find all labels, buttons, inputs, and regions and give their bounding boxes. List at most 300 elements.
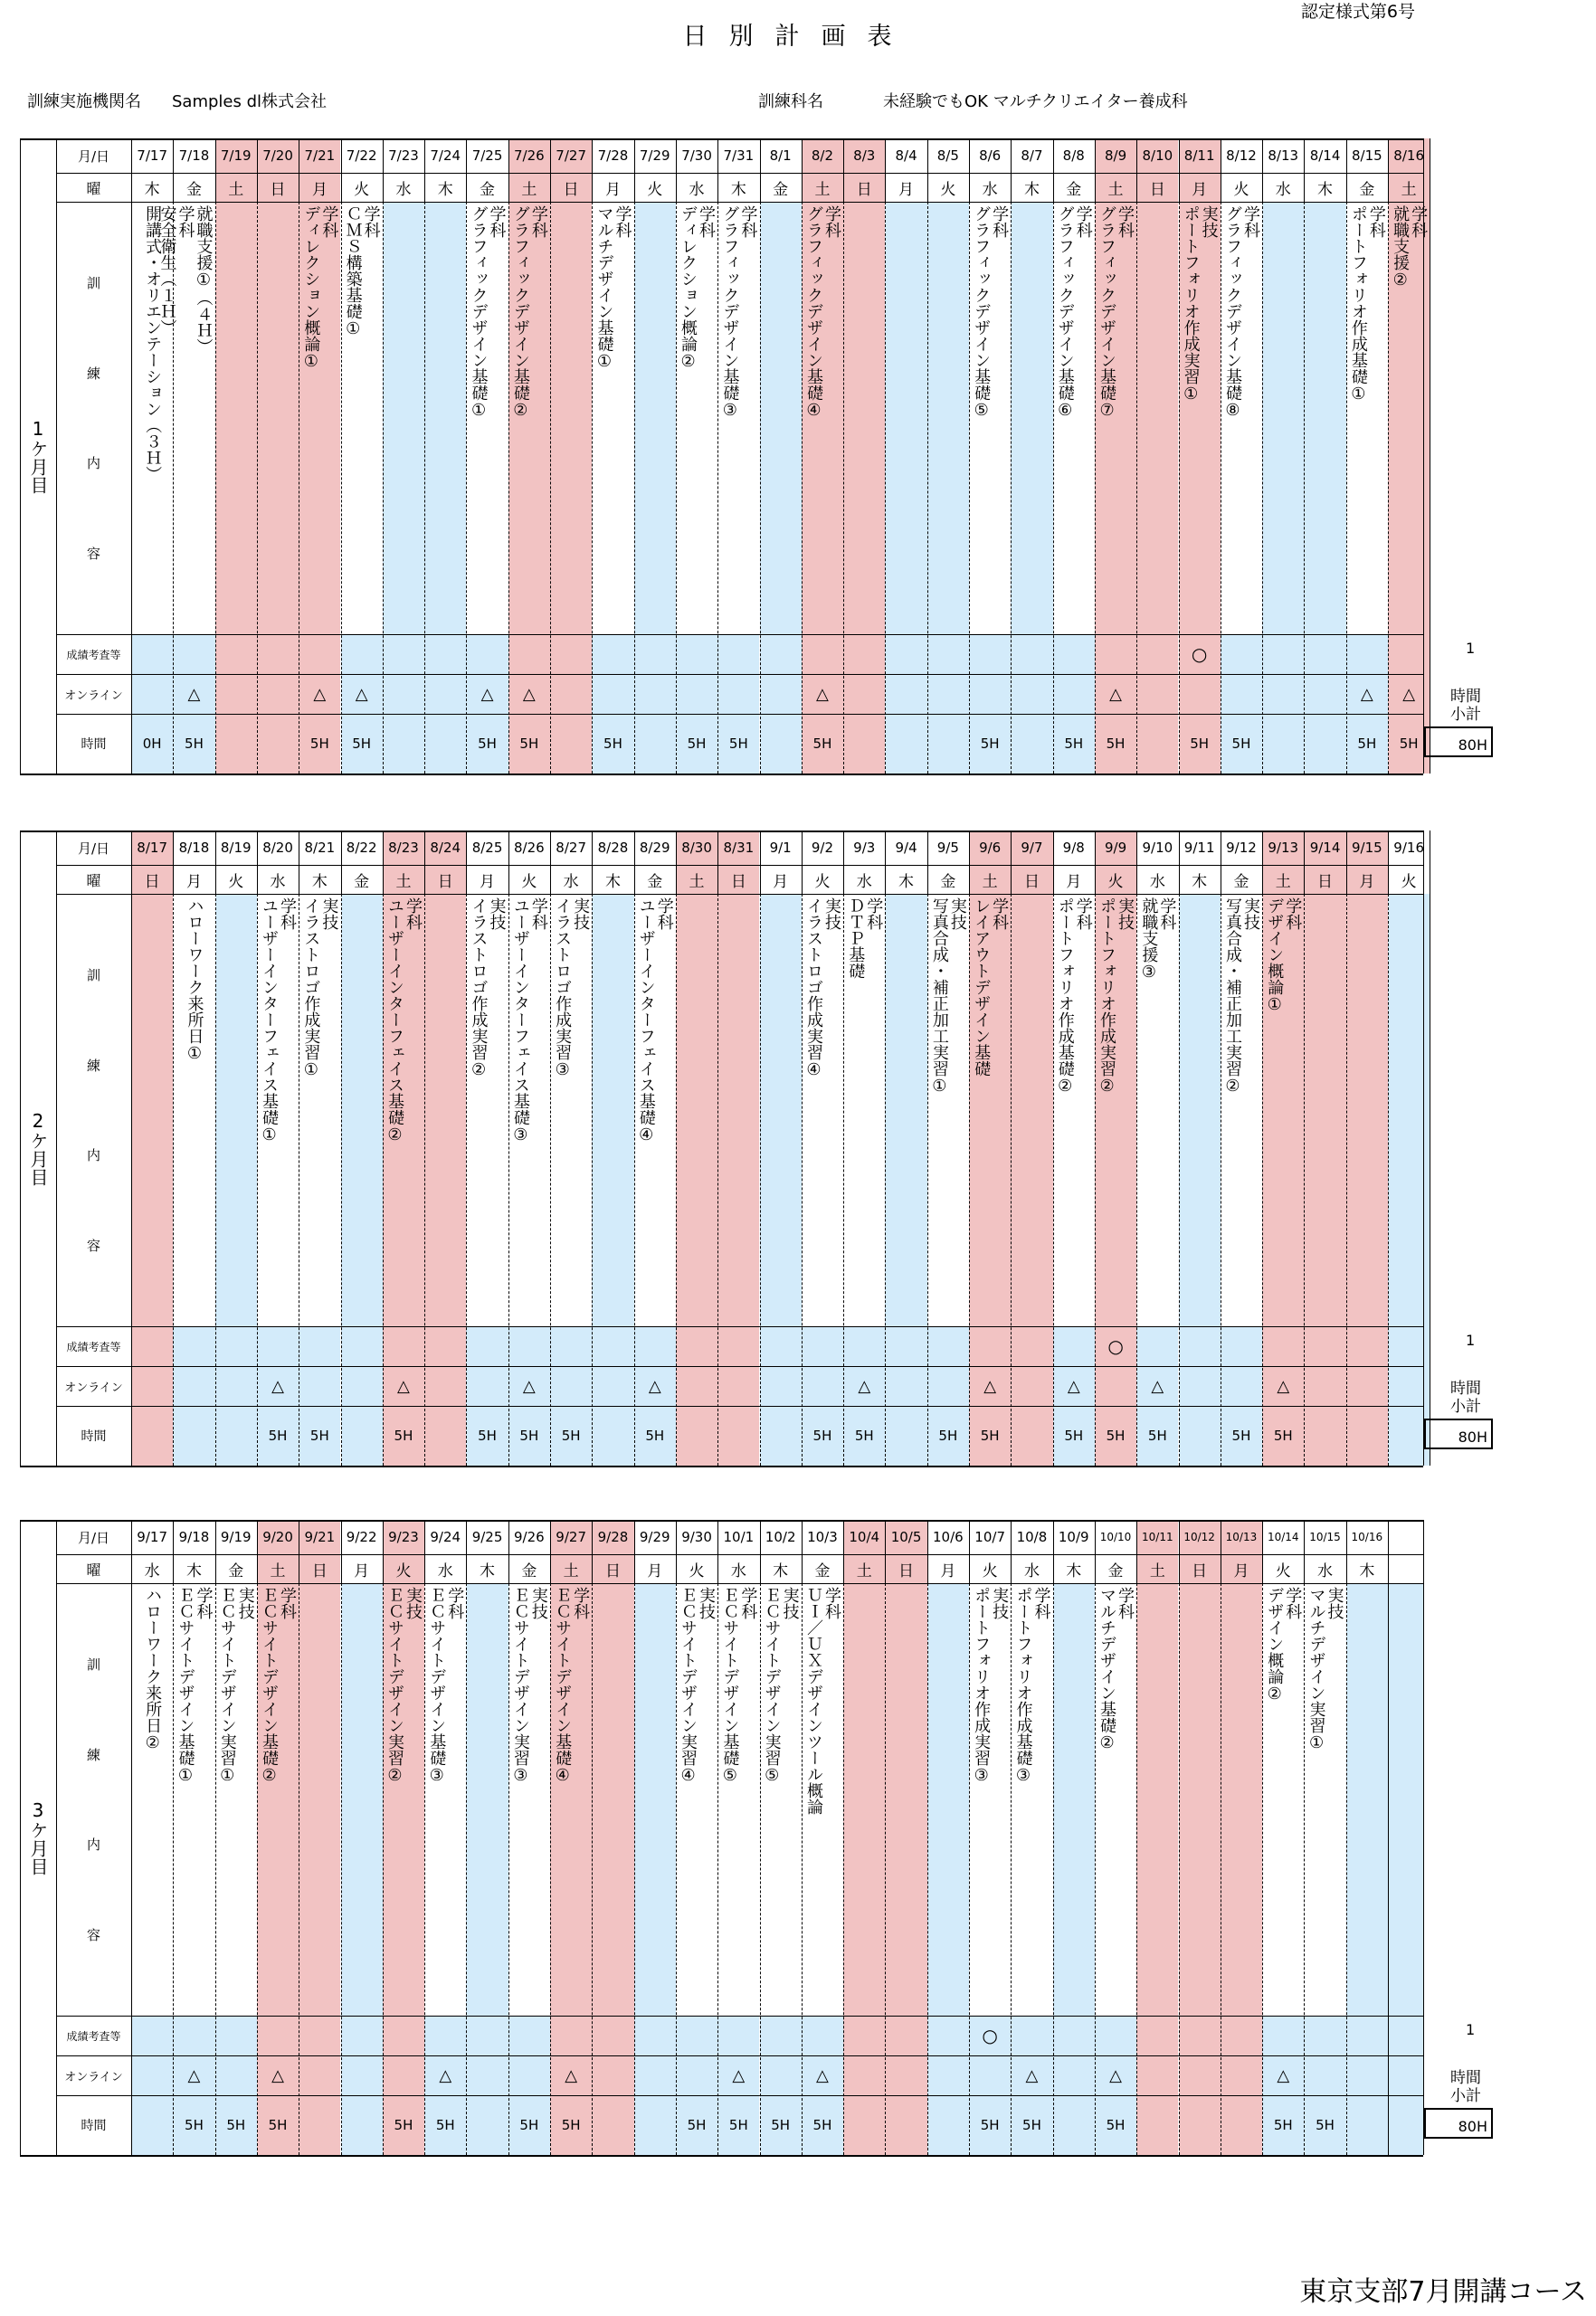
hours-cell xyxy=(1011,714,1052,774)
lesson-title: ポートフォリオ作成基礎① xyxy=(1348,205,1368,403)
grid-line xyxy=(676,831,677,894)
online-cell xyxy=(1346,1366,1388,1406)
hours-cell: 5H xyxy=(1136,1406,1178,1466)
grade-cell xyxy=(1053,634,1095,674)
grid-line xyxy=(634,894,635,1466)
training-content-cell xyxy=(760,1583,802,2016)
grade-cell xyxy=(1304,1326,1345,1366)
lesson-title: マルチデザイン実習① xyxy=(1306,1587,1326,1752)
training-content-cell xyxy=(550,894,592,1326)
training-content-cell xyxy=(257,894,299,1326)
lesson-type: 学科 xyxy=(1073,205,1093,238)
training-content-cell xyxy=(760,202,802,634)
hours-cell: 5H xyxy=(1221,1406,1262,1466)
grade-cell xyxy=(257,2016,299,2055)
lesson-text xyxy=(1097,205,1134,638)
grid-line xyxy=(592,138,593,202)
date-cell: 7/19 xyxy=(215,138,257,173)
training-content-cell xyxy=(1095,1583,1136,2016)
lesson-text xyxy=(763,1587,799,2019)
online-cell xyxy=(843,2055,885,2095)
lesson-text xyxy=(1182,205,1218,638)
weekday-cell: 水 xyxy=(144,1561,160,1580)
date-cell: 8/23 xyxy=(383,831,424,865)
grid-line xyxy=(1053,1520,1054,1583)
online-cell xyxy=(760,674,802,714)
online-cell xyxy=(843,674,885,714)
lesson-text xyxy=(511,205,547,638)
hours-cell xyxy=(131,2095,173,2155)
online-cell xyxy=(1221,1366,1262,1406)
content-label-char: 内 xyxy=(86,1837,100,1854)
grid-line xyxy=(1423,1520,1424,2155)
grid-line xyxy=(1095,1520,1096,1583)
weekday-cell: 火 xyxy=(689,1561,705,1580)
online-cell xyxy=(676,1366,717,1406)
hours-cell: 5H xyxy=(508,2095,550,2155)
training-content-cell xyxy=(157,202,214,634)
grade-cell xyxy=(1346,1326,1388,1366)
training-content-cell xyxy=(257,1583,299,2016)
month-label: 2ケ月目 xyxy=(27,1110,49,1186)
training-content-cell xyxy=(466,894,508,1326)
grid-line xyxy=(676,1520,677,1583)
training-content-cell xyxy=(466,202,508,634)
online-label: オンライン xyxy=(64,1381,123,1395)
grid-line xyxy=(1262,202,1263,774)
lesson-type: 実技 xyxy=(1116,897,1135,930)
grade-cell xyxy=(550,2016,592,2055)
grade-cell xyxy=(299,2016,340,2055)
grade-cell xyxy=(927,2016,969,2055)
grade-cell xyxy=(885,634,926,674)
hours-cell xyxy=(1304,1406,1345,1466)
form-number: 認定様式第6号 xyxy=(1300,2,1415,22)
hours-cell: 5H xyxy=(466,1406,508,1466)
lesson-text xyxy=(385,897,422,1330)
grid-line xyxy=(466,1520,467,1583)
lesson-title: ポートフォリオ作成実習② xyxy=(1097,897,1117,1096)
grade-cell xyxy=(634,1326,676,1366)
grid-line xyxy=(634,831,635,894)
content-label-char: 内 xyxy=(86,1147,100,1164)
hours-cell xyxy=(131,1406,173,1466)
lesson-type: 学科 xyxy=(278,897,298,930)
weekday-cell: 金 xyxy=(773,180,789,199)
hours-cell xyxy=(215,714,257,774)
online-cell: △ xyxy=(969,1366,1011,1406)
lesson-title: グラフィックデザイン基礎① xyxy=(469,205,489,420)
grid-line xyxy=(1136,1583,1137,2155)
grade-cell xyxy=(676,1326,717,1366)
hours-cell: 5H xyxy=(802,2095,843,2155)
hours-cell: 5H xyxy=(550,2095,592,2155)
lesson-title: ＥＣサイトデザイン実習③ xyxy=(510,1587,530,1785)
training-content-cell xyxy=(215,1583,257,2016)
online-cell xyxy=(592,1366,633,1406)
grade-cell: ○ xyxy=(1179,634,1221,674)
training-content-cell xyxy=(1221,202,1262,634)
date-cell: 10/14 xyxy=(1267,1531,1299,1543)
lesson-title: ＥＣサイトデザイン実習④ xyxy=(679,1587,698,1785)
grid-line xyxy=(257,1520,258,1583)
weekday-cell: 火 xyxy=(647,180,663,199)
online-cell xyxy=(1136,674,1178,714)
date-cell: 10/10 xyxy=(1099,1531,1132,1543)
training-content-cell xyxy=(760,894,802,1326)
hours-cell xyxy=(299,2095,340,2155)
online-cell: △ xyxy=(634,1366,676,1406)
weekday-cell: 木 xyxy=(1192,872,1208,891)
hours-cell: 5H xyxy=(676,714,717,774)
hours-cell xyxy=(341,1406,383,1466)
weekday-cell: 土 xyxy=(1388,173,1430,202)
weekday-cell: 土 xyxy=(843,1554,885,1583)
grid-line xyxy=(20,1466,1423,1467)
training-content-cell xyxy=(885,1583,926,2016)
hours-cell: 5H xyxy=(1388,714,1430,774)
training-content-cell xyxy=(1136,202,1178,634)
date-cell: 10/11 xyxy=(1136,1520,1178,1554)
lesson-title: 就職支援② xyxy=(1391,205,1411,290)
training-content-cell xyxy=(1011,894,1052,1326)
org-name: Samples dl株式会社 xyxy=(172,92,328,111)
lesson-type: 実技 xyxy=(990,1587,1010,1619)
online-cell xyxy=(466,1366,508,1406)
grid-line xyxy=(843,894,844,1466)
hours-cell xyxy=(634,714,676,774)
date-cell: 7/21 xyxy=(299,138,340,173)
lesson-title: グラフィックデザイン基礎⑧ xyxy=(1222,205,1242,420)
online-cell xyxy=(299,1366,340,1406)
lesson-title: グラフィックデザイン基礎⑤ xyxy=(972,205,992,420)
hours-cell: 5H xyxy=(969,714,1011,774)
online-cell xyxy=(1304,1366,1345,1406)
lesson-title: マルチデザイン基礎① xyxy=(594,205,614,371)
online-cell xyxy=(676,674,717,714)
lesson-text xyxy=(1013,1587,1050,2019)
date-cell: 9/16 xyxy=(1393,840,1424,856)
grid-line xyxy=(634,138,635,202)
hours-cell xyxy=(1262,714,1304,774)
grade-cell xyxy=(424,1326,466,1366)
date-cell: 9/17 xyxy=(137,1529,167,1545)
grade-cell xyxy=(508,634,550,674)
date-cell: 7/31 xyxy=(723,147,755,164)
date-cell: 8/29 xyxy=(639,840,670,856)
online-cell xyxy=(383,674,424,714)
grid-line xyxy=(257,202,258,774)
grid-line xyxy=(508,1583,509,2155)
hours-cell: 5H xyxy=(1221,714,1262,774)
lesson-type: 学科 xyxy=(1366,205,1386,238)
grid-line xyxy=(20,1520,21,2155)
hours-cell: 5H xyxy=(215,2095,257,2155)
grid-line xyxy=(1179,138,1180,202)
grid-line xyxy=(383,138,384,202)
grade-cell xyxy=(927,634,969,674)
lesson-type: 学科 xyxy=(445,1587,465,1619)
online-cell xyxy=(299,2055,340,2095)
training-content-cell xyxy=(1095,894,1136,1326)
training-content-cell xyxy=(802,202,843,634)
date-cell: 8/28 xyxy=(597,840,629,856)
lesson-text xyxy=(1139,897,1175,1330)
lesson-text xyxy=(470,205,506,638)
hours-cell: 5H xyxy=(383,2095,424,2155)
online-cell xyxy=(592,2055,633,2095)
weekday-cell: 月 xyxy=(354,1561,370,1580)
grid-line xyxy=(1053,1583,1054,2155)
hours-cell: 5H xyxy=(1304,2095,1345,2155)
grade-cell xyxy=(969,1326,1011,1366)
training-content-cell xyxy=(927,894,969,1326)
lesson-type: 実技 xyxy=(235,1587,255,1619)
grid-line xyxy=(634,1520,635,1583)
training-content-cell xyxy=(634,1583,676,2016)
grid-line xyxy=(760,1583,761,2155)
grid-line xyxy=(760,138,761,202)
grid-line xyxy=(173,831,174,894)
hours-cell: 5H xyxy=(592,714,633,774)
online-cell xyxy=(1262,674,1304,714)
online-cell xyxy=(1304,674,1345,714)
content-label-char: 練 xyxy=(86,1746,100,1763)
grade-cell xyxy=(1011,1326,1052,1366)
grid-line xyxy=(1304,202,1305,774)
weekday-cell: 金 xyxy=(185,180,202,199)
lesson-type: 学科 xyxy=(528,205,548,238)
grade-cell xyxy=(1053,1326,1095,1366)
weekday-cell: 木 xyxy=(480,1561,496,1580)
weekday-cell: 土 xyxy=(969,865,1011,894)
training-content-cell xyxy=(383,894,424,1326)
online-cell xyxy=(927,674,969,714)
grade-cell xyxy=(508,2016,550,2055)
date-cell: 9/7 xyxy=(1011,831,1052,865)
grade-cell xyxy=(215,2016,257,2055)
training-content-cell xyxy=(550,202,592,634)
training-content-cell xyxy=(717,202,759,634)
online-cell xyxy=(173,1366,214,1406)
lesson-type: 実技 xyxy=(528,1587,548,1619)
weekday-cell: 火 xyxy=(1095,865,1136,894)
grid-line xyxy=(1136,202,1137,774)
weekday-label: 曜 xyxy=(86,179,101,197)
weekday-cell: 水 xyxy=(730,1561,746,1580)
weekday-cell: 日 xyxy=(424,865,466,894)
grade-cell xyxy=(466,1326,508,1366)
online-cell xyxy=(257,674,299,714)
grade-cell xyxy=(1262,1326,1304,1366)
grade-label: 成績考査等 xyxy=(66,648,121,661)
date-cell: 8/18 xyxy=(178,840,210,856)
grid-line xyxy=(634,1583,635,2155)
empty-cell xyxy=(1388,1583,1423,2155)
content-label-char: 訓 xyxy=(86,1656,100,1673)
grid-line xyxy=(927,202,928,774)
grid-line xyxy=(1053,138,1054,202)
weekday-cell: 木 xyxy=(437,180,453,199)
lesson-type: 学科 xyxy=(1157,897,1177,930)
training-content-cell xyxy=(299,202,340,634)
grid-line xyxy=(885,894,886,1466)
lesson-type: 学科 xyxy=(403,897,423,930)
lesson-text xyxy=(553,897,589,1330)
weekday-cell: 火 xyxy=(940,180,956,199)
grid-line xyxy=(1053,202,1054,774)
training-content-cell xyxy=(1011,1583,1052,2016)
hours-cell xyxy=(424,714,466,774)
weekday-cell: 火 xyxy=(354,180,370,199)
online-cell xyxy=(885,674,926,714)
online-cell: △ xyxy=(466,674,508,714)
weekday-cell: 金 xyxy=(647,872,663,891)
training-content-cell xyxy=(1053,1583,1095,2016)
grade-cell xyxy=(341,1326,383,1366)
lesson-type: 実技 xyxy=(487,897,507,930)
hours-cell xyxy=(1011,1406,1052,1466)
grid-line xyxy=(802,138,803,202)
weekday-cell: 月 xyxy=(1221,1554,1262,1583)
online-cell: △ xyxy=(1053,1366,1095,1406)
weekday-cell: 土 xyxy=(215,173,257,202)
online-cell: △ xyxy=(1136,1366,1178,1406)
grid-line xyxy=(341,1520,342,1583)
online-label: オンライン xyxy=(64,2070,123,2084)
lesson-type: 学科 xyxy=(738,1587,758,1619)
hours-cell: 5H xyxy=(1053,1406,1095,1466)
lesson-text xyxy=(511,897,547,1330)
date-cell: 8/16 xyxy=(1388,138,1430,173)
grid-line xyxy=(508,138,509,202)
training-content-cell xyxy=(173,894,214,1326)
lesson-text xyxy=(1349,205,1385,638)
grid-line xyxy=(1179,1583,1180,2155)
lesson-text xyxy=(1056,897,1092,1330)
date-cell: 8/7 xyxy=(1021,147,1043,164)
weekday-cell: 木 xyxy=(898,872,915,891)
grade-cell xyxy=(1304,2016,1345,2055)
online-cell: △ xyxy=(508,1366,550,1406)
hours-cell xyxy=(1304,714,1345,774)
grade-count: 1 xyxy=(1466,1332,1476,1349)
date-cell: 9/28 xyxy=(592,1520,633,1554)
grade-cell xyxy=(1053,2016,1095,2055)
content-label xyxy=(56,202,131,634)
date-cell: 10/5 xyxy=(885,1520,926,1554)
lesson-title: グラフィックデザイン基礎② xyxy=(510,205,530,420)
weekday-cell: 土 xyxy=(550,1554,592,1583)
training-content-cell xyxy=(802,1583,843,2016)
lesson-title: ＥＣサイトデザイン基礎① xyxy=(176,1587,195,1785)
grade-cell xyxy=(1262,2016,1304,2055)
online-cell: △ xyxy=(1346,674,1388,714)
grade-cell xyxy=(843,1326,885,1366)
weekday-cell: 水 xyxy=(1275,180,1291,199)
grade-cell xyxy=(592,2016,633,2055)
course-label: 訓練科名 xyxy=(758,92,823,111)
hours-subtotal-label: 小計 xyxy=(1450,2087,1481,2105)
date-cell: 9/8 xyxy=(1062,840,1085,856)
lesson-text xyxy=(301,205,337,638)
grid-line xyxy=(56,831,57,1466)
grid-line xyxy=(1388,138,1389,202)
lesson-text xyxy=(344,205,380,638)
online-cell xyxy=(885,1366,926,1406)
weekday-cell: 木 xyxy=(1317,180,1334,199)
lesson-title: ＥＣサイトデザイン基礎⑤ xyxy=(720,1587,740,1785)
grade-cell xyxy=(1011,2016,1052,2055)
training-content-cell xyxy=(508,1583,550,2016)
lesson-title: ポートフォリオ作成実習③ xyxy=(972,1587,992,1785)
weekday-cell: 金 xyxy=(354,872,370,891)
grid-line xyxy=(927,1583,928,2155)
training-content-cell xyxy=(634,894,676,1326)
lesson-type: 学科 xyxy=(1116,205,1135,238)
date-label: 月/日 xyxy=(77,840,110,857)
date-cell: 8/22 xyxy=(346,840,377,856)
grid-line xyxy=(1011,1583,1012,2155)
grade-cell xyxy=(257,1326,299,1366)
online-cell: △ xyxy=(802,674,843,714)
lesson-title: 就職支援①（４Ｈ） xyxy=(194,205,214,355)
content-label-char: 練 xyxy=(86,365,100,382)
training-content-cell xyxy=(1262,202,1304,634)
hours-subtotal-value: 80H xyxy=(1424,726,1493,757)
grid-line xyxy=(550,1520,551,1583)
lesson-type: 学科 xyxy=(613,205,632,238)
lesson-type: 学科 xyxy=(1073,897,1093,930)
online-cell: △ xyxy=(257,1366,299,1406)
date-cell: 8/15 xyxy=(1351,147,1382,164)
lesson-title: ＥＣサイトデザイン基礎③ xyxy=(427,1587,447,1785)
lesson-type: 学科 xyxy=(528,897,548,930)
grid-line xyxy=(56,865,1423,866)
online-cell xyxy=(466,2055,508,2095)
content-label xyxy=(56,1583,131,2016)
grade-cell xyxy=(885,1326,926,1366)
lesson-title: ポートフォリオ作成基礎② xyxy=(1055,897,1075,1096)
lesson-type: 実技 xyxy=(822,897,841,930)
lesson-type: 学科 xyxy=(697,205,717,238)
lesson-text xyxy=(637,897,673,1330)
grid-line xyxy=(1136,1520,1137,1583)
grid-line xyxy=(20,831,1423,832)
training-content-cell xyxy=(383,1583,424,2016)
hours-cell: 5H xyxy=(508,1406,550,1466)
date-cell: 8/1 xyxy=(769,147,792,164)
hours-cell: 5H xyxy=(299,714,340,774)
grid-line xyxy=(173,138,174,202)
lesson-title: ユーザーインターフェイス基礎① xyxy=(260,897,280,1144)
date-cell: 8/8 xyxy=(1062,147,1085,164)
grade-cell xyxy=(1304,634,1345,674)
grid-line xyxy=(56,714,1423,715)
date-cell: 8/21 xyxy=(304,840,336,856)
grid-line xyxy=(1011,138,1012,202)
grid-line xyxy=(56,2055,1423,2056)
grid-line xyxy=(215,202,216,774)
lesson-title: ＥＣサイトデザイン基礎② xyxy=(260,1587,280,1785)
hours-subtotal-label: 時間 xyxy=(1450,688,1481,706)
lesson-text xyxy=(1097,897,1134,1330)
online-cell xyxy=(1095,1366,1136,1406)
weekday-cell: 土 xyxy=(1262,865,1304,894)
lesson-type: 学科 xyxy=(194,1587,214,1619)
grid-line xyxy=(383,202,384,774)
training-content-cell xyxy=(341,1583,383,2016)
